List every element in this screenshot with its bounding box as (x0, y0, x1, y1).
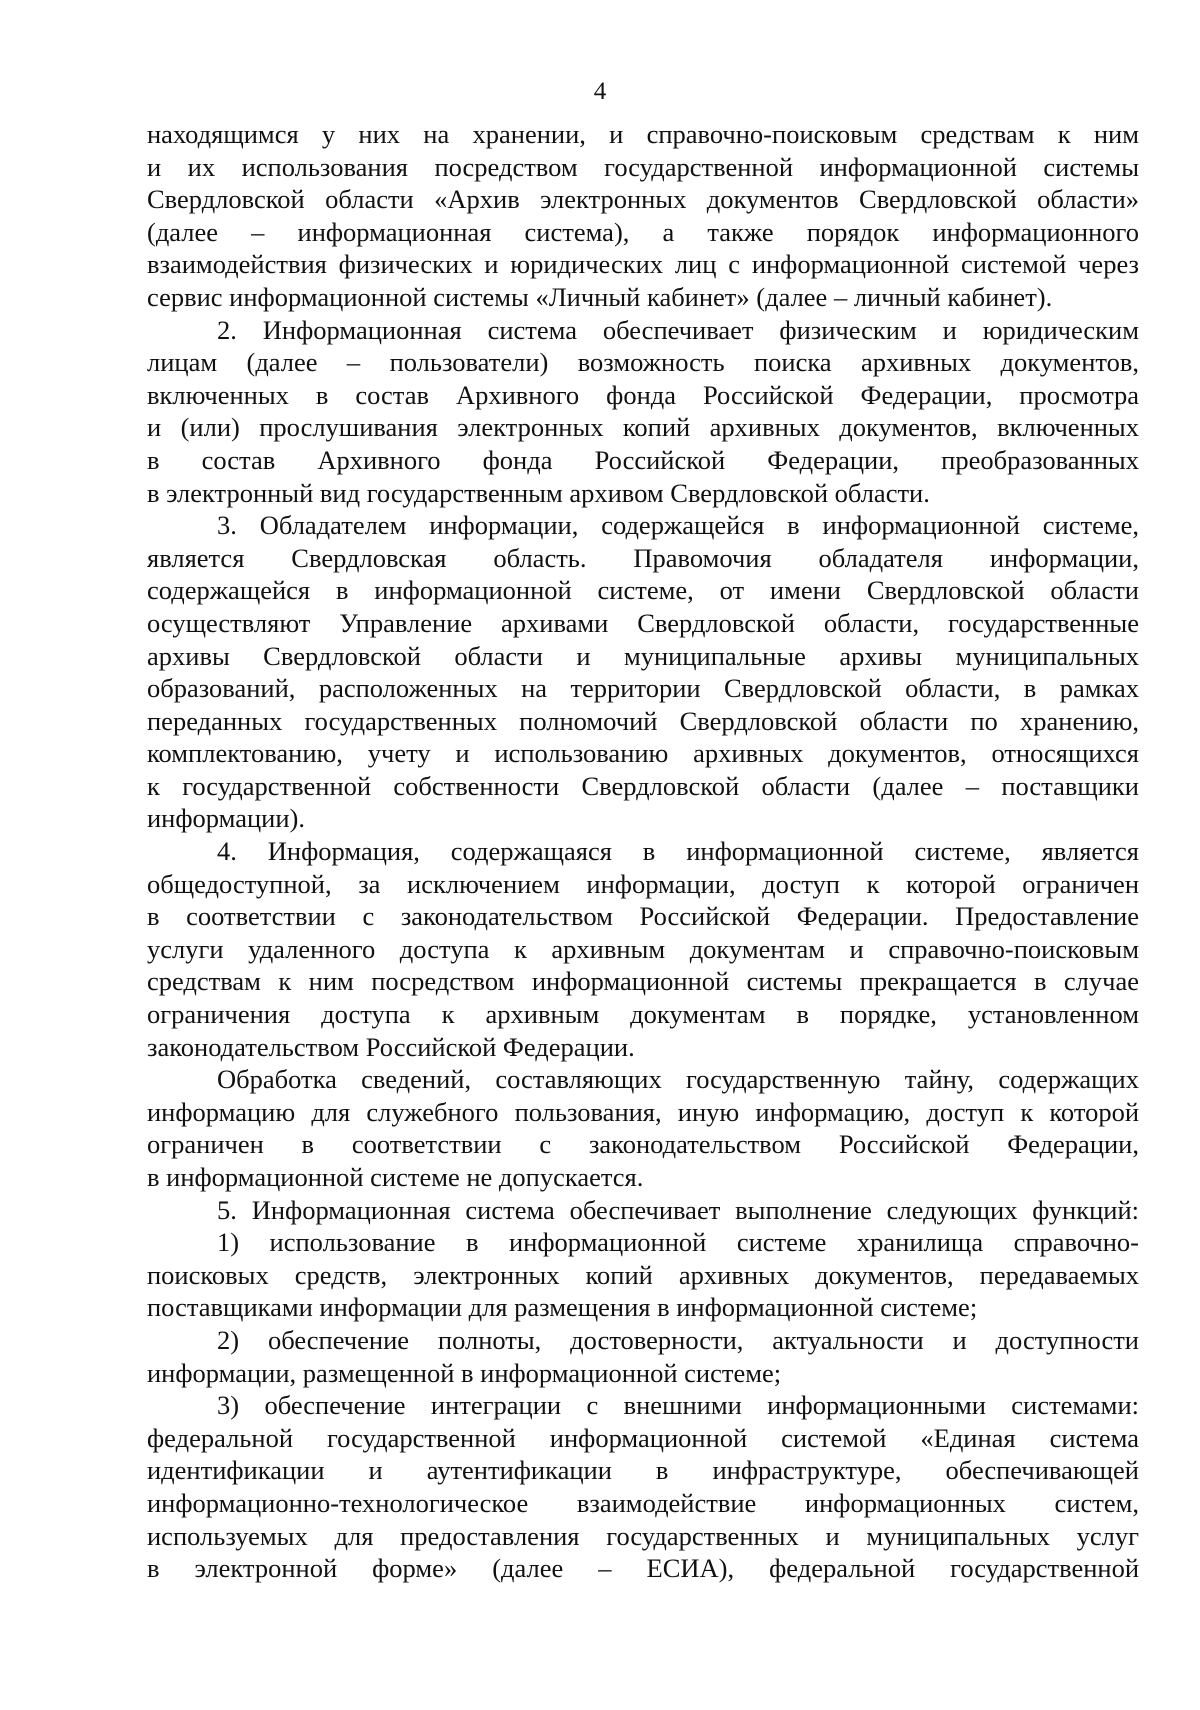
page-number: 4 (593, 78, 607, 105)
text-line: 1) использование в информационной системе хранилища справочно- (217, 1227, 1139, 1258)
text-line: взаимодействия физических и юридических лиц с информационной системой через (147, 249, 1139, 280)
text-line: осуществляют Управление архивами Свердловской области, государственные (147, 607, 1139, 638)
text-line: лицам (далее – пользователи) возможность поиска архивных документов, (147, 347, 1139, 378)
text-line: и (или) прослушивания электронных копий архивных документов, включенных (147, 412, 1139, 443)
text-line: информацию для служебного пользования, иную информацию, доступ к которой (147, 1096, 1139, 1127)
text-line: Свердловской области «Архив электронных документов Свердловской области» (147, 184, 1139, 215)
text-line: к государственной собственности Свердловской области (далее – поставщики (147, 770, 1139, 801)
text-line: комплектованию, учету и использованию архивных документов, относящихся (147, 738, 1139, 769)
text-line: законодательством Российской Федерации. (147, 1031, 635, 1062)
text-line: переданных государственных полномочий Свердловской области по хранению, (147, 705, 1139, 736)
text-line: является Свердловская область. Правомочия обладателя информации, (147, 542, 1139, 573)
text-line: 2) обеспечение полноты, достоверности, актуальности и доступности (217, 1324, 1139, 1355)
text-line: общедоступной, за исключением информации, доступ к которой ограничен (147, 868, 1139, 899)
text-line: содержащейся в информационной системе, от имени Свердловской области (147, 575, 1139, 606)
text-line: информации). (147, 803, 305, 834)
text-line: Обработка сведений, составляющих государственную тайну, содержащих (217, 1064, 1139, 1095)
text-line: образований, расположенных на территории Свердловской области, в рамках (147, 673, 1139, 704)
text-line: в электронной форме» (далее – ЕСИА), федеральной государственной (147, 1553, 1139, 1584)
text-line: услуги удаленного доступа к архивным документам и справочно-поисковым (147, 933, 1139, 964)
text-line: в соответствии с законодательством Российской Федерации. Предоставление (147, 901, 1139, 932)
text-line: архивы Свердловской области и муниципальные архивы муниципальных (147, 640, 1139, 671)
text-line: поставщиками информации для размещения в информационной системе; (147, 1292, 978, 1323)
document-body (147, 118, 1139, 1585)
text-line: средствам к ним посредством информационной системы прекращается в случае (147, 966, 1139, 997)
text-line: информации, размещенной в информационной системе; (147, 1357, 782, 1388)
text-line: ограничен в соответствии с законодательством Российской Федерации, (147, 1129, 1139, 1160)
text-line: 4. Информация, содержащаяся в информационной системе, является (217, 836, 1139, 867)
text-line: федеральной государственной информационной системой «Единая система (147, 1422, 1139, 1453)
text-line: в информационной системе не допускается. (147, 1162, 644, 1192)
text-line: 3. Обладателем информации, содержащейся в информационной системе, (217, 510, 1139, 541)
text-line: (далее – информационная система), а также порядок информационного (147, 216, 1139, 247)
text-line: поисковых средств, электронных копий архивных документов, передаваемых (147, 1259, 1139, 1290)
text-line: информационно-технологическое взаимодействие информационных систем, (147, 1487, 1139, 1518)
text-line: и их использования посредством государственной информационной системы (147, 151, 1139, 182)
text-line: 2. Информационная система обеспечивает физическим и юридическим (217, 314, 1139, 345)
text-line: в электронный вид государственным архивом Свердловской области. (147, 477, 930, 508)
text-line: ограничения доступа к архивным документам в порядке, установленном (147, 999, 1139, 1030)
text-line: сервис информационной системы «Личный кабинет» (далее – личный кабинет). (147, 281, 1053, 312)
text-line: 5. Информационная система обеспечивает выполнение следующих функций: (217, 1194, 1139, 1225)
text-line: находящимся у них на хранении, и справочно-поисковым средствам к ним (147, 119, 1139, 149)
text-line: используемых для предоставления государственных и муниципальных услуг (147, 1520, 1139, 1551)
text-line: включенных в состав Архивного фонда Российской Федерации, просмотра (147, 379, 1139, 410)
text-line: в состав Архивного фонда Российской Федерации, преобразованных (147, 444, 1139, 475)
text-line: 3) обеспечение интеграции с внешними информационными системами: (217, 1390, 1139, 1421)
text-line: идентификации и аутентификации в инфраструктуре, обеспечивающей (147, 1455, 1139, 1486)
